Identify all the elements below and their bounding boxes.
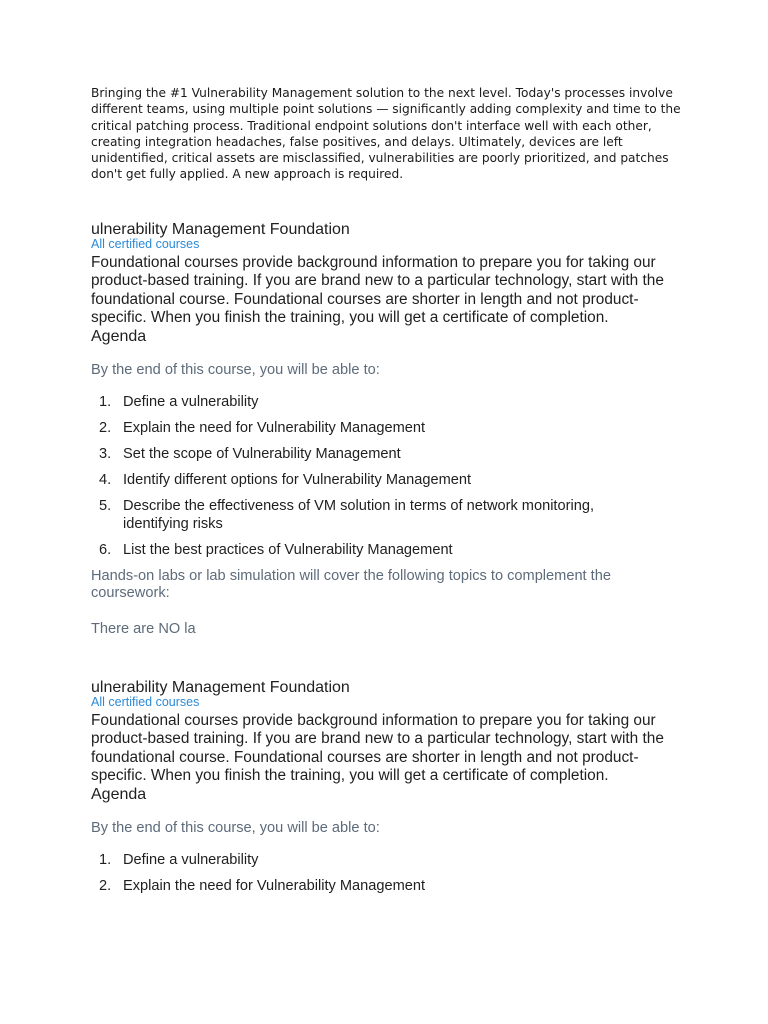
objectives-intro: By the end of this course, you will be able to: xyxy=(91,820,380,837)
labs-note: There are NO la xyxy=(91,620,196,637)
course-section-1 xyxy=(91,219,691,638)
list-item xyxy=(91,472,691,490)
list-text: Describe the effectiveness of VM solution in terms of network monitoring, identifying risks xyxy=(123,498,594,532)
list-number: 6. xyxy=(99,541,112,558)
list-text: Define a vulnerability xyxy=(123,393,259,410)
objectives-list xyxy=(91,394,691,559)
list-item xyxy=(91,852,691,870)
list-text: Explain the need for Vulnerability Management xyxy=(123,877,426,894)
course-description: Foundational courses provide background information to prepare you for taking our product-based training. If you are brand new to a particular technology, start with the foundational course. Foundational courses are shorter in length and not product-specific. When you finish the training, you will get a certificate of completion. xyxy=(91,712,664,784)
list-item xyxy=(91,446,691,464)
intro-paragraph: Bringing the #1 Vulnerability Management solution to the next level. Today's processes involve different teams, using multiple point solutions — significantly adding complexity and time to the critical patching process. Traditional endpoint solutions don't interface well with each other, creating integration headaches, false positives, and delays. Ultimately, devices are left unidentified, critical assets are misclassified, vulnerabilities are poorly prioritized, and patches don't get fully applied. A new approach is required. xyxy=(91,86,681,182)
labs-intro: Hands-on labs or lab simulation will cover the following topics to complement the coursework: xyxy=(91,567,611,602)
list-text: List the best practices of Vulnerability Management xyxy=(123,541,453,558)
all-certified-courses-link[interactable]: All certified courses xyxy=(91,695,200,709)
list-text: Define a vulnerability xyxy=(123,851,259,868)
list-item xyxy=(91,394,691,412)
course-title: ulnerability Management Foundation xyxy=(91,679,350,696)
list-number: 2. xyxy=(99,419,112,436)
list-text: Identify different options for Vulnerability Management xyxy=(123,471,472,488)
list-number: 1. xyxy=(99,393,112,410)
list-number: 3. xyxy=(99,445,112,462)
objectives-intro: By the end of this course, you will be able to: xyxy=(91,362,380,379)
course-title: ulnerability Management Foundation xyxy=(91,221,350,238)
objectives-list xyxy=(91,852,691,896)
agenda-heading: Agenda xyxy=(91,786,147,804)
list-text: Set the scope of Vulnerability Management xyxy=(123,445,401,462)
course-description: Foundational courses provide background information to prepare you for taking our product-based training. If you are brand new to a particular technology, start with the foundational course. Foundational courses are shorter in length and not product-specific. When you finish the training, you will get a certificate of completion. xyxy=(91,254,664,326)
list-text: Explain the need for Vulnerability Management xyxy=(123,419,426,436)
course-section-2 xyxy=(91,677,691,904)
list-item xyxy=(91,542,691,560)
list-item xyxy=(91,498,691,533)
list-item xyxy=(91,878,691,896)
list-number: 5. xyxy=(99,498,112,515)
list-item xyxy=(91,420,691,438)
list-number: 2. xyxy=(99,877,112,894)
list-number: 1. xyxy=(99,851,112,868)
all-certified-courses-link[interactable]: All certified courses xyxy=(91,237,200,251)
list-number: 4. xyxy=(99,471,112,488)
agenda-heading: Agenda xyxy=(91,328,147,346)
